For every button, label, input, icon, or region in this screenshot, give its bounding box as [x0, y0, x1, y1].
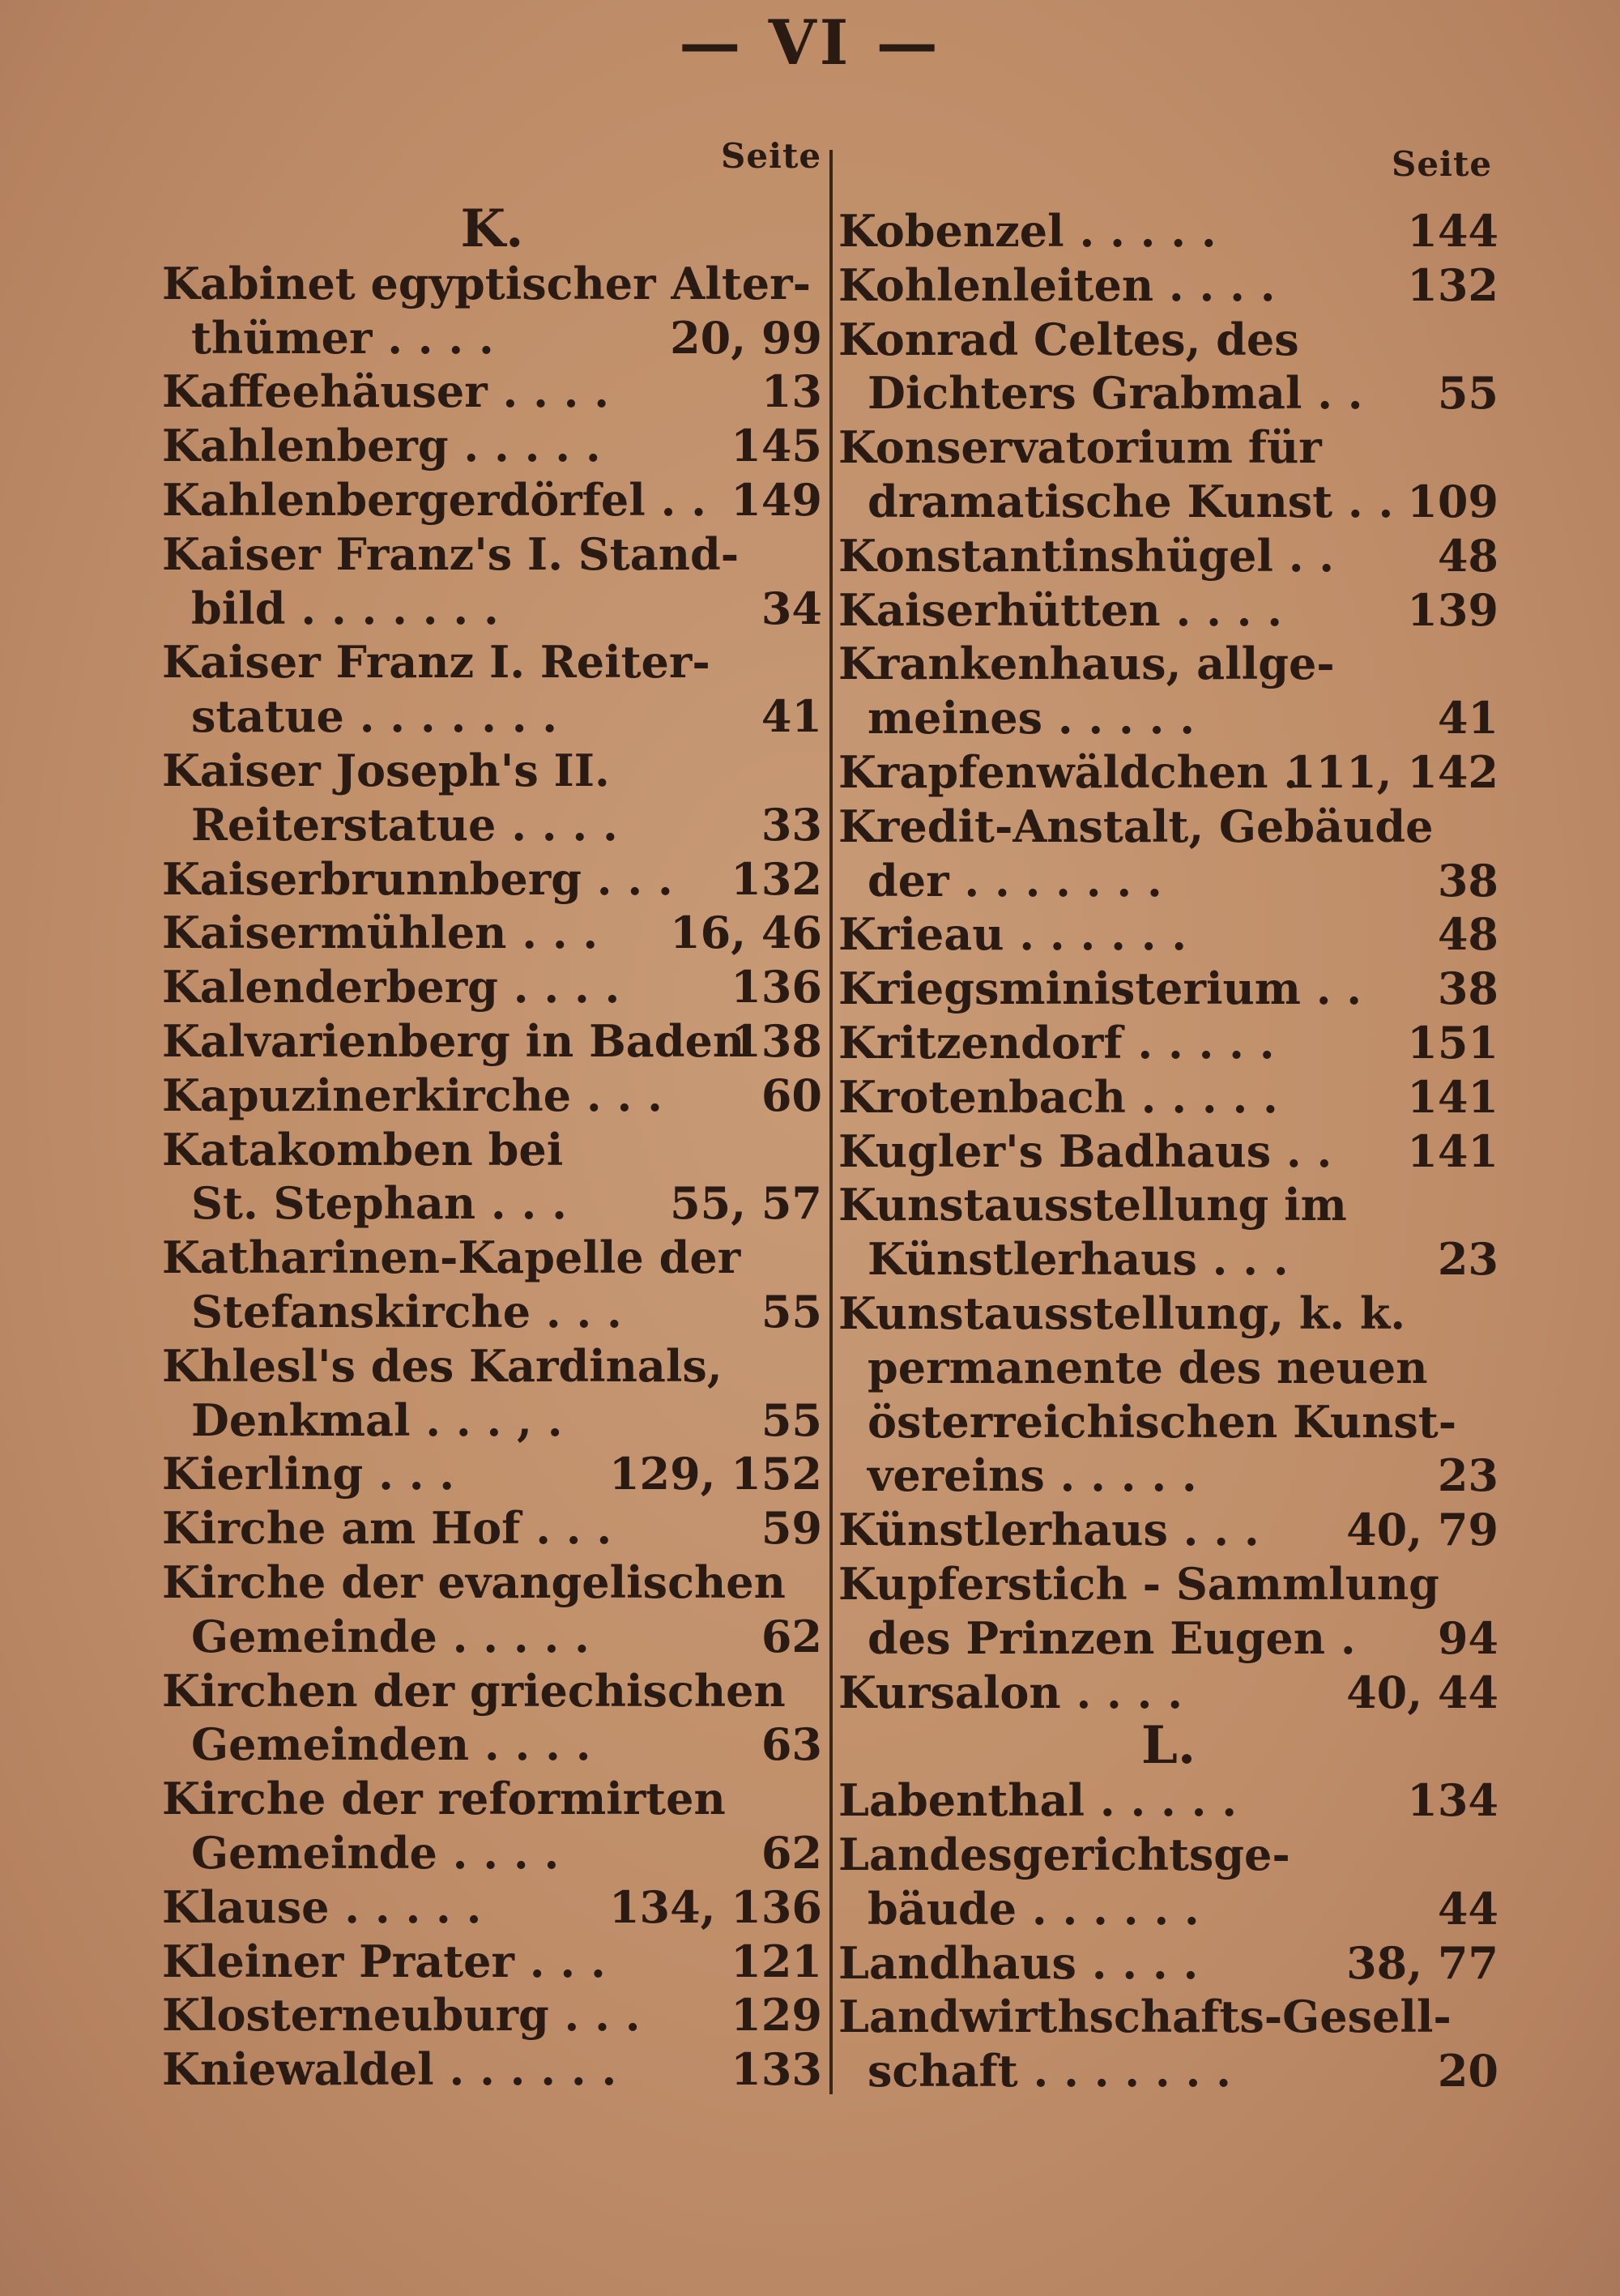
index-entry: [838, 1557, 1498, 1611]
index-entry: [162, 1123, 822, 1176]
index-entry: [162, 1069, 822, 1122]
entry-pages: 13: [761, 365, 822, 418]
entry-title: Kredit-Anstalt, Gebäude: [838, 800, 1434, 852]
section-letter-label: K.: [460, 198, 524, 259]
index-entry: [838, 1178, 1498, 1231]
entry-pages: 121: [731, 1935, 822, 1987]
entry-title: Kaiser Franz's I. Stand-: [162, 527, 740, 580]
index-entry: [838, 1882, 1498, 1935]
entry-title: Kirche am Hof . . .: [162, 1502, 612, 1555]
entry-pages: 55: [761, 1393, 822, 1446]
entry-title: Landhaus . . . .: [838, 1936, 1199, 1989]
entry-pages: 38: [1437, 962, 1498, 1015]
entry-pages: 94: [1437, 1611, 1498, 1664]
entry-title: Konservatorium für: [838, 421, 1322, 474]
index-entry: [162, 473, 822, 527]
index-entry: [162, 1339, 822, 1393]
entry-pages: 48: [1437, 529, 1498, 582]
entry-title: Khlesl's des Kardinals,: [162, 1339, 723, 1392]
index-entry: [838, 258, 1498, 312]
entry-title: Künstlerhaus . . .: [838, 1504, 1260, 1556]
index-entry: [162, 906, 822, 959]
index-entry: [162, 1988, 822, 2042]
index-entry: [162, 365, 822, 418]
left-column-heading: Seite: [721, 136, 822, 176]
entry-pages: 132: [1407, 258, 1498, 311]
entry-title: Kohlenleiten . . . .: [838, 258, 1276, 311]
entry-pages: 38: [1437, 854, 1498, 907]
index-entry: [162, 1393, 822, 1447]
index-entry: [162, 1718, 822, 1771]
page-number: — VI —: [679, 6, 941, 79]
index-entry: [162, 1447, 822, 1500]
index-entry: [838, 962, 1498, 1015]
index-entry: [838, 800, 1498, 853]
entry-title: Stefanskirche . . .: [191, 1286, 622, 1338]
entry-pages: 62: [761, 1827, 822, 1879]
entry-title: Kalvarienberg in Baden: [162, 1015, 745, 1067]
entry-pages: 129, 152: [608, 1448, 822, 1500]
entry-title: dramatische Kunst . .: [868, 476, 1394, 527]
entry-title: Kugler's Badhaus . .: [838, 1125, 1332, 1177]
entry-pages: 63: [761, 1718, 822, 1771]
entry-pages: 40, 44: [1346, 1666, 1498, 1718]
entry-title: Kunstausstellung im: [838, 1179, 1347, 1231]
index-entry: [838, 1503, 1498, 1556]
index-entry: [162, 1826, 822, 1880]
entry-pages: 41: [1437, 692, 1498, 745]
entry-title: Krotenbach . . . . .: [838, 1070, 1278, 1123]
entry-pages: 136: [731, 961, 822, 1014]
index-entry: [838, 529, 1498, 583]
index-entry: [838, 1936, 1498, 1990]
entry-title: Labenthal . . . . .: [838, 1774, 1238, 1827]
index-entry: [838, 1828, 1498, 1881]
entry-title: permanente des neuen: [868, 1341, 1428, 1393]
index-entry: [838, 1070, 1498, 1124]
entry-pages: 38, 77: [1346, 1936, 1498, 1989]
entry-pages: 133: [731, 2043, 822, 2096]
entry-title: Klosterneuburg . . .: [162, 1989, 641, 2042]
entry-title: Gemeinde . . . . .: [191, 1610, 590, 1662]
entry-pages: 145: [731, 420, 822, 472]
entry-pages: 16, 46: [670, 907, 822, 959]
index-entry: [838, 366, 1498, 420]
entry-pages: 144: [1407, 205, 1498, 257]
index-entry: [162, 635, 822, 689]
index-entry: [838, 1990, 1498, 2043]
index-entry: [162, 1501, 822, 1555]
entry-title: statue . . . . . . .: [191, 690, 558, 743]
entry-title: Katakomben bei: [162, 1123, 564, 1176]
index-entry: [838, 1232, 1498, 1286]
entry-title: Konrad Celtes, des: [838, 313, 1299, 365]
entry-title: der . . . . . . .: [868, 854, 1162, 907]
entry-pages: 55: [1437, 367, 1498, 420]
entry-title: Kierling . . .: [162, 1448, 455, 1500]
entry-title: Kaiser Franz I. Reiter-: [162, 636, 710, 689]
entry-title: Kaisermühlen . . .: [162, 907, 599, 959]
index-entry: [838, 691, 1498, 745]
entry-title: Klause . . . . .: [162, 1880, 482, 1933]
index-entry: [162, 1935, 822, 1988]
entry-title: Landesgerichtsge-: [838, 1829, 1290, 1880]
entry-title: Kirchen der griechischen: [162, 1664, 786, 1717]
index-entry: [838, 1125, 1498, 1178]
entry-title: bäude . . . . . .: [868, 1882, 1200, 1935]
entry-title: Denkmal . . . , .: [191, 1393, 563, 1446]
index-entry: [162, 419, 822, 472]
entry-title: Kritzendorf . . . . .: [838, 1017, 1275, 1069]
entry-title: Reiterstatue . . . .: [191, 798, 618, 851]
index-entry: [838, 745, 1498, 799]
index-entry: [838, 2044, 1498, 2098]
entry-title: Kabinet egyptischer Alter-: [162, 257, 811, 309]
entry-pages: 129: [731, 1989, 822, 2042]
entry-pages: 60: [761, 1069, 822, 1121]
section-letter-label: L.: [1140, 1715, 1196, 1777]
index-entry: [162, 257, 822, 310]
entry-title: St. Stephan . . .: [191, 1177, 567, 1230]
index-entry: [162, 798, 822, 851]
entry-title: Kapuzinerkirche . . .: [162, 1069, 663, 1121]
index-entry: [838, 1016, 1498, 1069]
entry-title: Kunstausstellung, k. k.: [838, 1287, 1406, 1339]
entry-title: thümer . . . .: [191, 311, 494, 364]
entry-title: Kleiner Prater . . .: [162, 1935, 606, 1987]
index-entry: [162, 582, 822, 635]
entry-pages: 41: [761, 690, 822, 743]
entry-pages: 138: [731, 1015, 822, 1067]
index-entry: [162, 744, 822, 797]
index-entry: [838, 1341, 1498, 1394]
index-entry: [162, 689, 822, 743]
entry-title: Krapfenwäldchen .: [838, 746, 1299, 798]
entry-title: Kniewaldel . . . . . .: [162, 2043, 617, 2096]
index-entry: [838, 204, 1498, 258]
entry-title: Kaffeehäuser . . . .: [162, 365, 610, 418]
section-letter: [838, 1715, 1498, 1777]
index-entry: [838, 313, 1498, 366]
index-entry: [162, 1285, 822, 1338]
right-column-heading: Seite: [1392, 144, 1493, 184]
index-entry: [162, 1556, 822, 1609]
index-entry: [838, 1773, 1498, 1827]
entry-title: Kirche der evangelischen: [162, 1556, 786, 1608]
entry-pages: 149: [731, 474, 822, 526]
index-entry: [162, 852, 822, 906]
entry-title: meines . . . . .: [868, 692, 1196, 745]
index-entry: [162, 1664, 822, 1718]
entry-title: österreichischen Kunst-: [868, 1395, 1457, 1448]
entry-title: Gemeinde . . . .: [191, 1827, 560, 1879]
entry-title: Kriegsministerium . .: [838, 962, 1362, 1015]
entry-title: Kaiserbrunnberg . . .: [162, 852, 673, 905]
index-entry: [838, 583, 1498, 637]
entry-pages: 40, 79: [1346, 1504, 1498, 1556]
index-entry: [838, 854, 1498, 907]
index-entry: [838, 1449, 1498, 1502]
entry-title: Dichters Grabmal . .: [868, 367, 1363, 420]
entry-title: Kaiser Joseph's II.: [162, 745, 610, 796]
index-entry: [162, 1231, 822, 1284]
entry-title: Katharinen-Kapelle der: [162, 1231, 741, 1284]
column-divider: [829, 150, 833, 2094]
entry-pages: 134, 136: [608, 1880, 822, 1933]
entry-pages: 62: [761, 1610, 822, 1662]
entry-title: Kirche der reformirten: [162, 1773, 726, 1825]
index-entry: [162, 1014, 822, 1068]
index-entry: [162, 1176, 822, 1230]
index-entry: [162, 2042, 822, 2096]
index-entry: [838, 1611, 1498, 1665]
entry-title: Kahlenberg . . . . .: [162, 420, 601, 472]
index-entry: [838, 1666, 1498, 1719]
entry-pages: 48: [1437, 908, 1498, 961]
entry-title: schaft . . . . . . .: [868, 2045, 1231, 2098]
index-entry: [162, 1610, 822, 1663]
entry-pages: 151: [1407, 1017, 1498, 1069]
entry-title: Kursalon . . . .: [838, 1666, 1183, 1718]
section-letter: [162, 198, 822, 259]
entry-pages: 34: [761, 582, 822, 634]
index-entry: [838, 420, 1498, 474]
entry-pages: 109: [1407, 476, 1498, 527]
entry-title: vereins . . . . .: [868, 1449, 1197, 1502]
entry-title: Kobenzel . . . . .: [838, 205, 1217, 257]
index-entry: [838, 1287, 1498, 1340]
entry-title: Künstlerhaus . . .: [868, 1233, 1289, 1286]
entry-pages: 141: [1407, 1070, 1498, 1123]
index-entry: [838, 1395, 1498, 1449]
entry-pages: 139: [1407, 583, 1498, 636]
entry-title: Konstantinshügel . .: [838, 529, 1335, 582]
entry-title: Krieau . . . . . .: [838, 908, 1187, 961]
entry-title: bild . . . . . . .: [191, 582, 499, 634]
entry-title: des Prinzen Eugen .: [868, 1611, 1356, 1664]
index-entry: [838, 475, 1498, 528]
entry-title: Kupferstich - Sammlung: [838, 1558, 1439, 1610]
entry-pages: 20: [1437, 2045, 1498, 2098]
entry-title: Krankenhaus, allge-: [838, 638, 1335, 690]
index-entry: [162, 527, 822, 581]
entry-title: Landwirthschafts-Gesell-: [838, 1991, 1452, 2043]
entry-pages: 59: [761, 1502, 822, 1555]
index-entry: [838, 907, 1498, 961]
entry-title: Kalenderberg . . . .: [162, 961, 620, 1014]
index-entry: [162, 1772, 822, 1825]
entry-title: Kahlenbergerdörfel . .: [162, 474, 706, 526]
index-entry: [838, 637, 1498, 690]
index-entry: [162, 960, 822, 1014]
entry-title: Gemeinden . . . .: [191, 1718, 591, 1771]
entry-pages: 23: [1437, 1233, 1498, 1286]
entry-title: Kaiserhütten . . . .: [838, 583, 1283, 636]
entry-pages: 55, 57: [670, 1177, 822, 1230]
entry-pages: 132: [731, 852, 822, 905]
entry-pages: 44: [1437, 1882, 1498, 1935]
entry-pages: 23: [1437, 1449, 1498, 1502]
entry-pages: 33: [761, 798, 822, 851]
entry-pages: 134: [1407, 1774, 1498, 1827]
entry-pages: 111, 142: [1285, 746, 1498, 798]
index-entry: [162, 1880, 822, 1934]
entry-pages: 20, 99: [670, 311, 822, 364]
entry-pages: 55: [761, 1286, 822, 1338]
entry-pages: 141: [1407, 1125, 1498, 1177]
index-entry: [162, 311, 822, 365]
